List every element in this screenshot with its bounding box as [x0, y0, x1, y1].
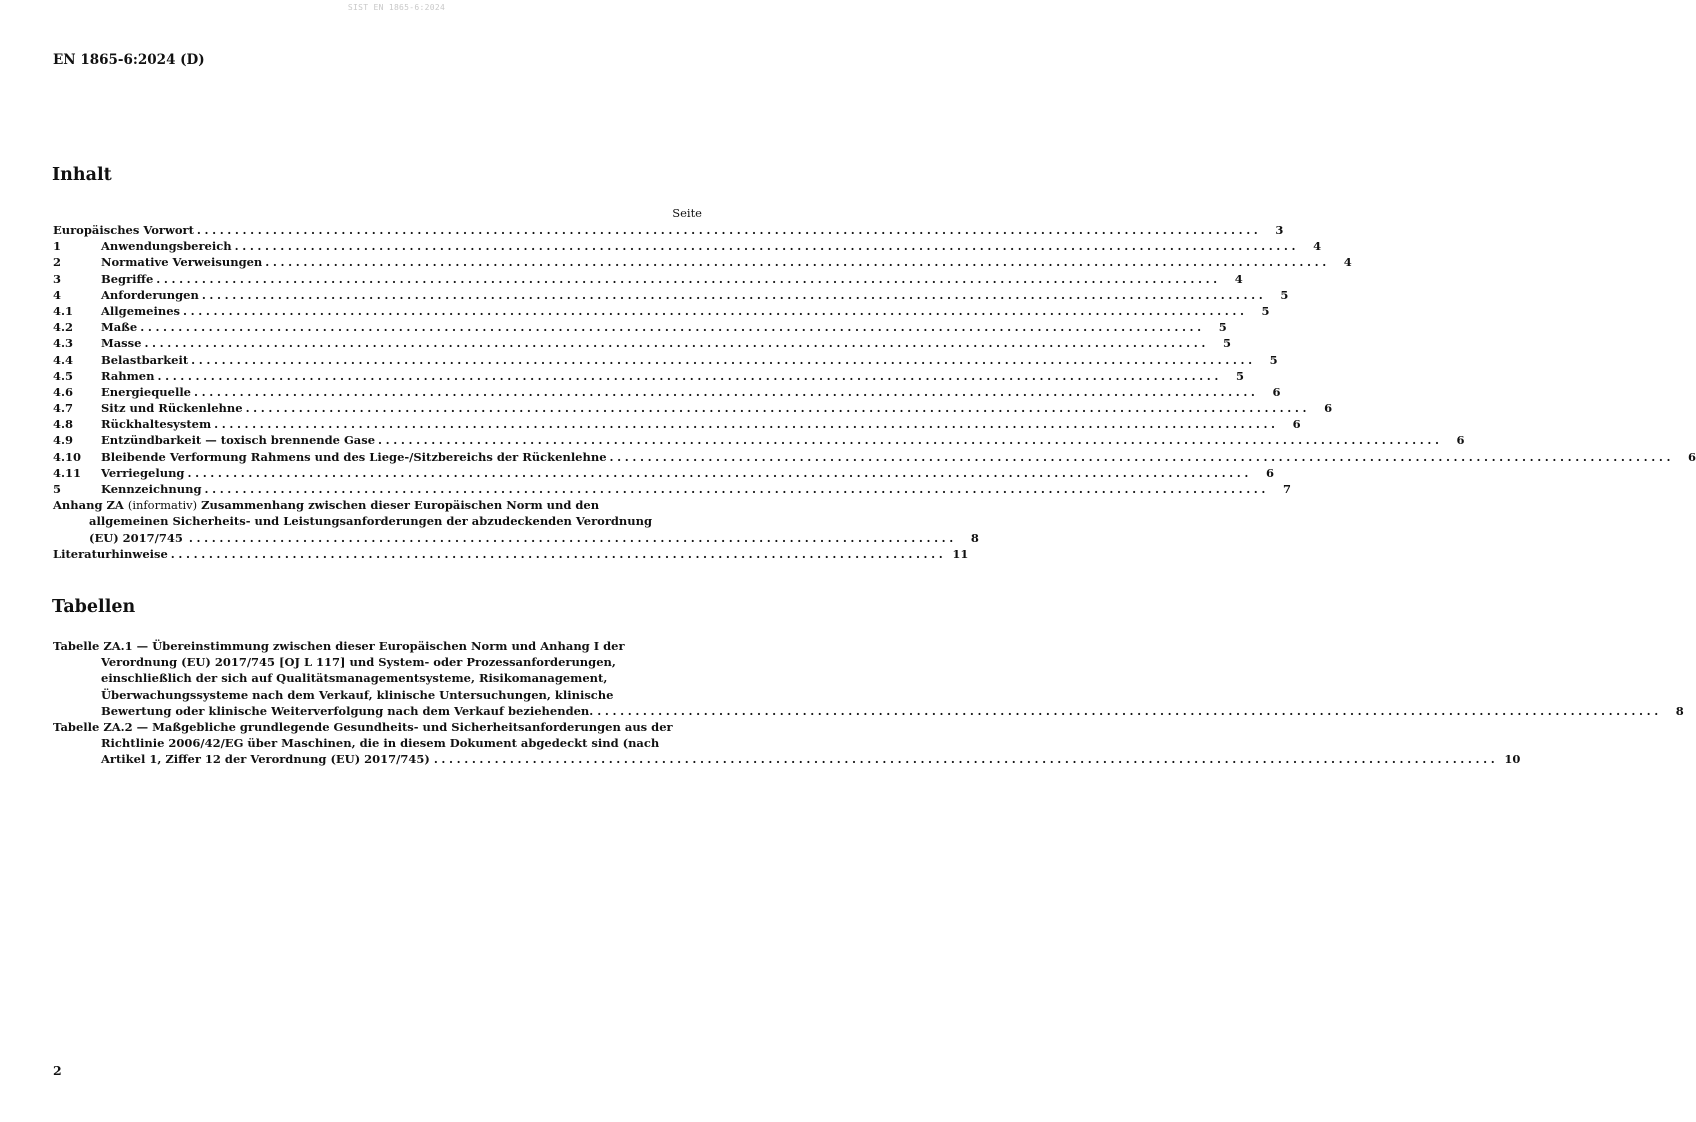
toc-entry-number: 1	[53, 239, 62, 254]
toc-entry-page: 6	[1324, 401, 1333, 416]
dot-leader: ............................................................................................................................................	[194, 384, 1259, 399]
dot-leader: ............................................................................................................................................	[144, 336, 1209, 351]
dot-leader: ............................................................................................................................................	[245, 401, 1311, 416]
dot-leader: ......................................................................................................	[170, 546, 947, 561]
toc-entry-page: 5	[1218, 320, 1227, 335]
toc-annex-entry[interactable]	[53, 497, 979, 546]
toc-entry-title: Allgemeines	[101, 303, 181, 318]
toc-entry-title: Normative Verweisungen	[101, 255, 263, 270]
toc-entry-page: 5	[1269, 352, 1278, 367]
toc-entry-page: 5	[1261, 303, 1270, 318]
toc-entry-title: Begriffe	[101, 271, 154, 286]
toc-entry[interactable]	[53, 416, 1301, 432]
toc-entry[interactable]	[53, 222, 1284, 238]
list-of-tables	[53, 638, 1684, 768]
toc-entry-title: Entzündbarkeit — toxisch brennende Gase	[101, 433, 376, 448]
toc-entry-number: 4.1	[53, 303, 74, 318]
toc-entry[interactable]	[53, 319, 1227, 335]
toc-entry-title: Sitz und Rückenlehne	[101, 401, 243, 416]
toc-entry-title: Belastbarkeit	[101, 352, 189, 367]
toc-entry-title: Energiequelle	[101, 384, 192, 399]
toc-entry-title: Anforderungen	[101, 287, 199, 302]
annex-title-line-3: (EU) 2017/745	[89, 530, 183, 545]
dot-leader: ............................................................................................................................................	[196, 223, 1262, 237]
toc-entry-page: 6	[1688, 449, 1696, 464]
table-entry-line: Verordnung (EU) 2017/745 [OJ L 117] und System- oder Prozessanforderungen,	[101, 655, 616, 670]
toc-entry[interactable]	[53, 449, 1696, 465]
dot-leader: ............................................................................................................................................	[157, 368, 1222, 383]
toc-entry[interactable]	[53, 303, 1270, 319]
table-entry-line: Tabelle ZA.1 — Übereinstimmung zwischen dieser Europäischen Norm und Anhang I der	[53, 639, 625, 653]
toc-entry[interactable]	[53, 384, 1281, 400]
toc-entry-number: 4.4	[53, 352, 74, 367]
toc-entry-page: 4	[1313, 239, 1322, 254]
annex-title-line-1: Zusammenhang zwischen dieser Europäischen Norm und den	[201, 498, 600, 513]
table-entry-line: Überwachungssysteme nach dem Verkauf, klinische Untersuchungen, klinische	[101, 687, 614, 702]
page-column-label: Seite	[672, 206, 702, 220]
dot-leader: ............................................................................................................................................	[234, 239, 1300, 254]
toc-entry-title: Rückhaltesystem	[101, 417, 212, 432]
dot-leader: ............................................................................................................................................	[609, 449, 1675, 464]
toc-entry-title: Bleibende Verformung Rahmens und des Liege-/Sitzbereichs der Rückenlehne	[101, 449, 607, 464]
toc-entry-page: 11	[952, 546, 969, 561]
toc-entry-number: 4.8	[53, 417, 74, 432]
toc-entry-title: Literaturhinweise	[53, 546, 168, 561]
tables-heading: Tabellen	[52, 597, 136, 617]
document-id: EN 1865-6:2024 (D)	[53, 52, 205, 68]
toc-entry[interactable]	[53, 287, 1289, 303]
toc-entry-number: 3	[53, 271, 62, 286]
toc-entry-number: 5	[53, 482, 62, 496]
table-list-entry[interactable]	[53, 638, 1684, 719]
toc-entry[interactable]	[53, 368, 1244, 384]
dot-leader: ............................................................................................................................................	[140, 320, 1205, 335]
page-number: 2	[53, 1063, 62, 1078]
toc-entry[interactable]	[53, 271, 1243, 287]
table-entry-line: Artikel 1, Ziffer 12 der Verordnung (EU) 2017/745)	[101, 752, 430, 767]
toc-entry-page: 5	[1222, 336, 1231, 351]
toc-entry-page: 3	[1275, 223, 1284, 237]
toc-entry-title: Masse	[101, 336, 142, 351]
toc-entry-number: 4.11	[53, 465, 82, 480]
toc-entry-title: Kennzeichnung	[101, 482, 202, 496]
toc-bibliography-entry[interactable]	[53, 546, 969, 562]
toc-entry[interactable]	[53, 481, 1292, 497]
toc-entry-number: 4.6	[53, 384, 74, 399]
annex-title-line-2: allgemeinen Sicherheits- und Leistungsanforderungen der abzudeckenden Verordnung	[89, 514, 653, 529]
toc-entry-number: 4.5	[53, 368, 74, 383]
toc-entry-page: 5	[1280, 287, 1289, 302]
toc-entry-number: 4.2	[53, 320, 74, 335]
toc-entry-page: 4	[1234, 271, 1243, 286]
toc-entry-number: 4.7	[53, 401, 74, 416]
table-entry-page: 10	[1504, 752, 1521, 767]
toc-entry[interactable]	[53, 352, 1278, 368]
toc-entry[interactable]	[53, 238, 1322, 254]
dot-leader: ............................................................................................................................................	[265, 255, 1330, 270]
dot-leader: ............................................................................................................................................	[597, 703, 1662, 718]
toc-entry-number: 4.10	[53, 449, 82, 464]
watermark: SIST EN 1865-6:2024	[347, 3, 446, 12]
annex-informative: (informativ)	[127, 498, 198, 513]
toc-entry-page: 6	[1292, 417, 1301, 432]
dot-leader: ............................................................................................................................................	[214, 417, 1279, 432]
toc-entry-page: 6	[1265, 465, 1274, 480]
toc-entry-page: 6	[1456, 433, 1465, 448]
table-entry-line: einschließlich der sich auf Qualitätsmanagementsysteme, Risikomanagement,	[101, 671, 608, 686]
toc-entry-page: 7	[1283, 482, 1292, 496]
dot-leader: .....................................................................................................	[188, 530, 957, 545]
dot-leader: ............................................................................................................................................	[433, 752, 1499, 767]
dot-leader: ............................................................................................................................................	[156, 271, 1221, 286]
toc-entry-title: Europäisches Vorwort	[53, 223, 194, 237]
toc-entry[interactable]	[53, 465, 1274, 481]
dot-leader: ............................................................................................................................................	[204, 482, 1270, 496]
toc-entry[interactable]	[53, 432, 1465, 448]
toc-entry-number: 4.9	[53, 433, 74, 448]
dot-leader: ............................................................................................................................................	[183, 303, 1248, 318]
dot-leader: ............................................................................................................................................	[378, 433, 1443, 448]
toc-entry-title: Rahmen	[101, 368, 155, 383]
toc-entry[interactable]	[53, 254, 1352, 270]
toc-entry-page: 5	[1235, 368, 1244, 383]
dot-leader: ............................................................................................................................................	[201, 287, 1267, 302]
table-entry-line: Tabelle ZA.2 — Maßgebliche grundlegende Gesundheits- und Sicherheitsanforderungen aus der	[53, 719, 673, 734]
toc-entry-title: Anwendungsbereich	[101, 239, 232, 254]
toc-entry[interactable]	[53, 335, 1231, 351]
table-entry-page: 8	[1675, 703, 1684, 718]
table-list-entry[interactable]	[53, 719, 1521, 768]
toc-entry-title: Verriegelung	[101, 465, 185, 480]
dot-leader: ............................................................................................................................................	[191, 352, 1256, 367]
toc-entry-page: 6	[1272, 384, 1281, 399]
table-entry-line: Richtlinie 2006/42/EG über Maschinen, die in diesem Dokument abgedeckt sind (nach	[101, 736, 660, 751]
table-of-contents	[53, 222, 1696, 562]
toc-entry-page: 4	[1343, 255, 1352, 270]
toc-entry-title: Maße	[101, 320, 138, 335]
table-entry-line: Bewertung oder klinische Weiterverfolgung nach dem Verkauf beziehenden.	[101, 703, 594, 718]
toc-entry[interactable]	[53, 400, 1333, 416]
toc-entry-number: 2	[53, 255, 62, 270]
toc-entry-number: 4.3	[53, 336, 74, 351]
annex-label: Anhang ZA	[53, 498, 124, 513]
toc-entry-number: 4	[53, 287, 62, 302]
dot-leader: ............................................................................................................................................	[187, 465, 1252, 480]
contents-heading: Inhalt	[52, 165, 112, 185]
annex-page: 8	[970, 530, 979, 545]
